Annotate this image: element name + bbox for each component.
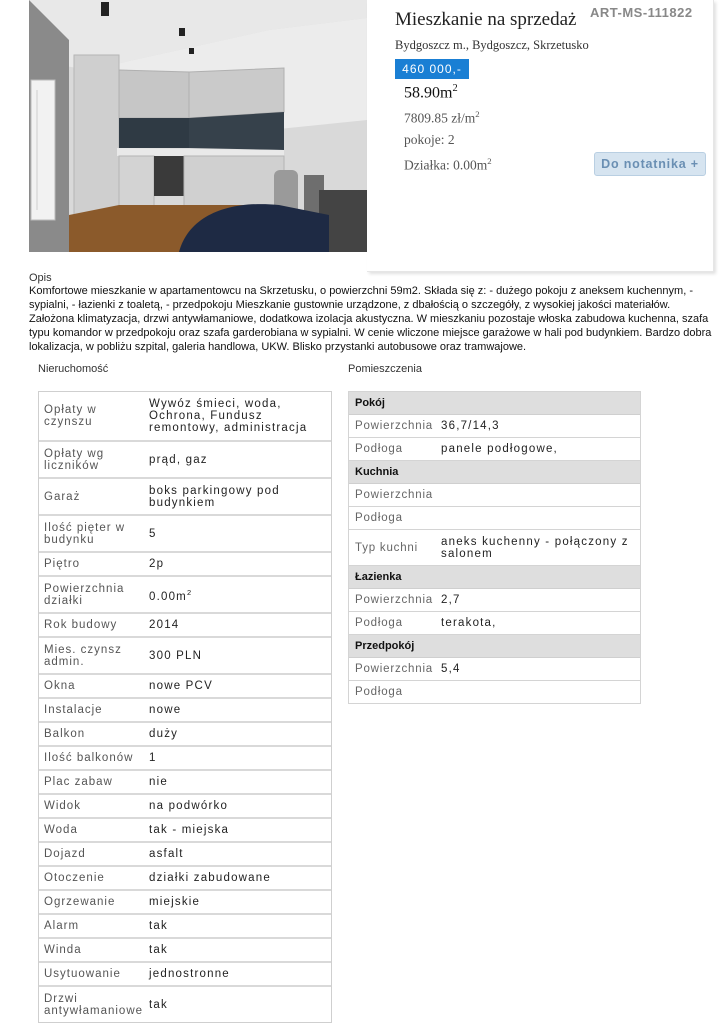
room-group-header: Pokój	[349, 392, 640, 415]
ppm-exponent: 2	[475, 109, 480, 119]
room-value: 36,7/14,3	[441, 420, 500, 432]
room-key: Podłoga	[355, 686, 403, 698]
room-group-header: Łazienka	[349, 566, 640, 589]
rooms-table	[348, 391, 641, 704]
property-key: Woda	[44, 824, 78, 836]
room-group-header: Kuchnia	[349, 461, 640, 484]
property-value	[149, 968, 331, 980]
room-row	[349, 612, 640, 635]
property-key: Winda	[44, 944, 82, 956]
room-value: panele podłogowe,	[441, 443, 558, 455]
property-value-text: na podwórko	[149, 800, 229, 812]
property-row	[39, 675, 331, 699]
listing-location: Bydgoszcz m., Bydgoszcz, Skrzetusko	[395, 38, 589, 52]
property-value-text: działki zabudowane	[149, 872, 271, 884]
property-value-text: tak	[149, 998, 168, 1011]
property-value-text: duży	[149, 728, 179, 740]
property-row	[39, 442, 331, 479]
room-key: Podłoga	[355, 443, 403, 455]
property-value	[149, 704, 331, 716]
description-text: Komfortowe mieszkanie w apartamentowcu na Skrzetusku, o powierzchni 59m2. Składa się z: - dużego pokoju z aneksem kuchennym, - sypialni, - łazienki z toaletą, - przedpokoju Mieszkanie gustownie urządzone, z dbałością o szczegóły, z wysokiej jakości materiałów. Założona klimatyzacja, drzwi antywłamaniowe, dodatkowa izolacja akustyczna. W mieszkaniu pozostaje włoska zabudowa kuchenna, szafa typu komandor w przedpokoju oraz szafa garderobiana w sypialni. W cenie wliczone miejsce garażowe w hali pod budynkiem. Bardzo dobra lokalizacja, w pobliżu szpital, galeria handlowa, UKW. Blisko przystanki autobusowe oraz tramwajowe.	[29, 285, 712, 353]
ppm-value: 7809.85 zł/m	[404, 110, 476, 126]
property-value-text: 1	[149, 752, 157, 764]
property-value	[149, 920, 331, 932]
room-value: 2,7	[441, 594, 461, 606]
property-row	[39, 939, 331, 963]
property-value-text: tak	[149, 920, 168, 932]
property-row	[39, 747, 331, 771]
property-value-text: 0.00m	[149, 590, 187, 603]
property-key: Widok	[44, 800, 81, 812]
property-value	[149, 619, 331, 631]
property-key: Otoczenie	[44, 872, 105, 884]
price-per-square-meter	[404, 109, 480, 127]
property-value	[149, 587, 331, 603]
room-row	[349, 530, 640, 566]
property-value-text: prąd, gaz	[149, 453, 208, 466]
property-key: Instalacje	[44, 704, 103, 716]
property-row	[39, 699, 331, 723]
room-key: Powierzchnia	[355, 663, 433, 675]
property-value-text: 2014	[149, 619, 180, 631]
plot-area	[404, 156, 492, 174]
property-value-text: nowe PCV	[149, 680, 213, 692]
property-key: Opłaty w czynszu	[44, 404, 97, 428]
room-row	[349, 681, 640, 703]
property-value-text: tak	[149, 944, 168, 956]
property-value	[149, 776, 331, 788]
property-row	[39, 516, 331, 553]
add-to-notebook-button[interactable]: Do notatnika +	[594, 152, 706, 176]
property-row	[39, 614, 331, 638]
property-row	[39, 819, 331, 843]
plot-value: Działka: 0.00m	[404, 157, 488, 173]
room-group-header: Przedpokój	[349, 635, 640, 658]
room-row	[349, 658, 640, 681]
rooms-count: pokoje: 2	[404, 132, 455, 147]
property-value	[149, 680, 331, 692]
listing-title: Mieszkanie na sprzedaż	[395, 9, 577, 30]
property-key: Ogrzewanie	[44, 896, 116, 908]
property-row	[39, 638, 331, 675]
property-row	[39, 987, 331, 1022]
property-key: Garaż	[44, 490, 81, 503]
property-key: Plac zabaw	[44, 776, 113, 788]
room-row	[349, 438, 640, 461]
property-row	[39, 553, 331, 577]
property-value-text: jednostronne	[149, 968, 230, 980]
property-row	[39, 843, 331, 867]
property-value-text: 2p	[149, 558, 165, 570]
property-value-text: 300 PLN	[149, 649, 203, 662]
property-key: Dojazd	[44, 848, 86, 860]
property-key: Drzwi antywłamaniowe	[44, 992, 144, 1017]
property-row	[39, 771, 331, 795]
room-value: 5,4	[441, 663, 461, 675]
property-row	[39, 795, 331, 819]
property-value-text: tak - miejska	[149, 824, 230, 836]
listing-reference-number: ART-MS-111822	[590, 5, 693, 20]
listing-photo[interactable]	[29, 0, 367, 252]
property-value	[149, 800, 331, 812]
listing-area	[404, 83, 458, 102]
property-key: Ilość balkonów	[44, 752, 134, 764]
room-key: Podłoga	[355, 512, 403, 524]
room-row	[349, 484, 640, 507]
plot-exponent: 2	[487, 156, 492, 166]
property-value	[149, 454, 331, 466]
property-key: Opłaty wg liczników	[44, 447, 105, 472]
room-row	[349, 507, 640, 530]
rooms-section-label: Pomieszczenia	[348, 363, 422, 375]
property-row	[39, 867, 331, 891]
property-row	[39, 723, 331, 747]
room-key: Powierzchnia	[355, 594, 433, 606]
description-label: Opis	[29, 272, 52, 284]
property-key: Okna	[44, 680, 76, 692]
property-section-label: Nieruchomość	[38, 363, 109, 375]
property-key: Alarm	[44, 920, 80, 932]
property-value	[149, 558, 331, 570]
property-details-table	[38, 391, 332, 1023]
property-value	[149, 728, 331, 740]
property-value-text: boks parkingowy pod budynkiem	[149, 484, 280, 509]
property-key: Usytuowanie	[44, 968, 121, 980]
property-value	[149, 752, 331, 764]
property-row	[39, 577, 331, 614]
property-value	[149, 528, 331, 540]
property-key: Balkon	[44, 728, 86, 740]
property-key: Powierzchnia działki	[44, 582, 125, 607]
property-key: Ilość pięter w budynku	[44, 521, 126, 546]
property-value	[149, 824, 331, 836]
property-row	[39, 392, 331, 442]
room-key: Podłoga	[355, 617, 403, 629]
property-row	[39, 963, 331, 987]
property-value	[149, 650, 331, 662]
property-row	[39, 479, 331, 516]
property-key: Mies. czynsz admin.	[44, 643, 122, 668]
property-row	[39, 891, 331, 915]
room-value: aneks kuchenny - połączony z salonem	[441, 535, 629, 560]
property-value-text: Wywóz śmieci, woda, Ochrona, Fundusz remontowy, administracja	[149, 398, 308, 434]
property-value	[149, 398, 331, 434]
property-value-text: nowe	[149, 704, 182, 716]
price-badge: 460 000,-	[395, 59, 469, 79]
property-value	[149, 944, 331, 956]
property-value	[149, 485, 331, 509]
kitchen-photo-image	[29, 0, 367, 252]
area-value: 58.90m	[404, 84, 453, 102]
property-value	[149, 848, 331, 860]
property-value-text: 5	[149, 527, 157, 540]
property-value	[149, 999, 331, 1011]
property-value-text: asfalt	[149, 848, 184, 860]
room-key: Powierzchnia	[355, 420, 433, 432]
property-value	[149, 896, 331, 908]
room-value: terakota,	[441, 617, 497, 629]
property-value-text: miejskie	[149, 896, 201, 908]
area-exponent: 2	[452, 83, 458, 94]
room-row	[349, 415, 640, 438]
room-row	[349, 589, 640, 612]
property-key: Piętro	[44, 558, 81, 570]
property-row	[39, 915, 331, 939]
property-key: Rok budowy	[44, 619, 118, 631]
room-key: Typ kuchni	[355, 541, 418, 554]
property-value	[149, 872, 331, 884]
property-value-exponent: 2	[186, 587, 193, 597]
property-value-text: nie	[149, 776, 168, 788]
room-key: Powierzchnia	[355, 489, 433, 501]
